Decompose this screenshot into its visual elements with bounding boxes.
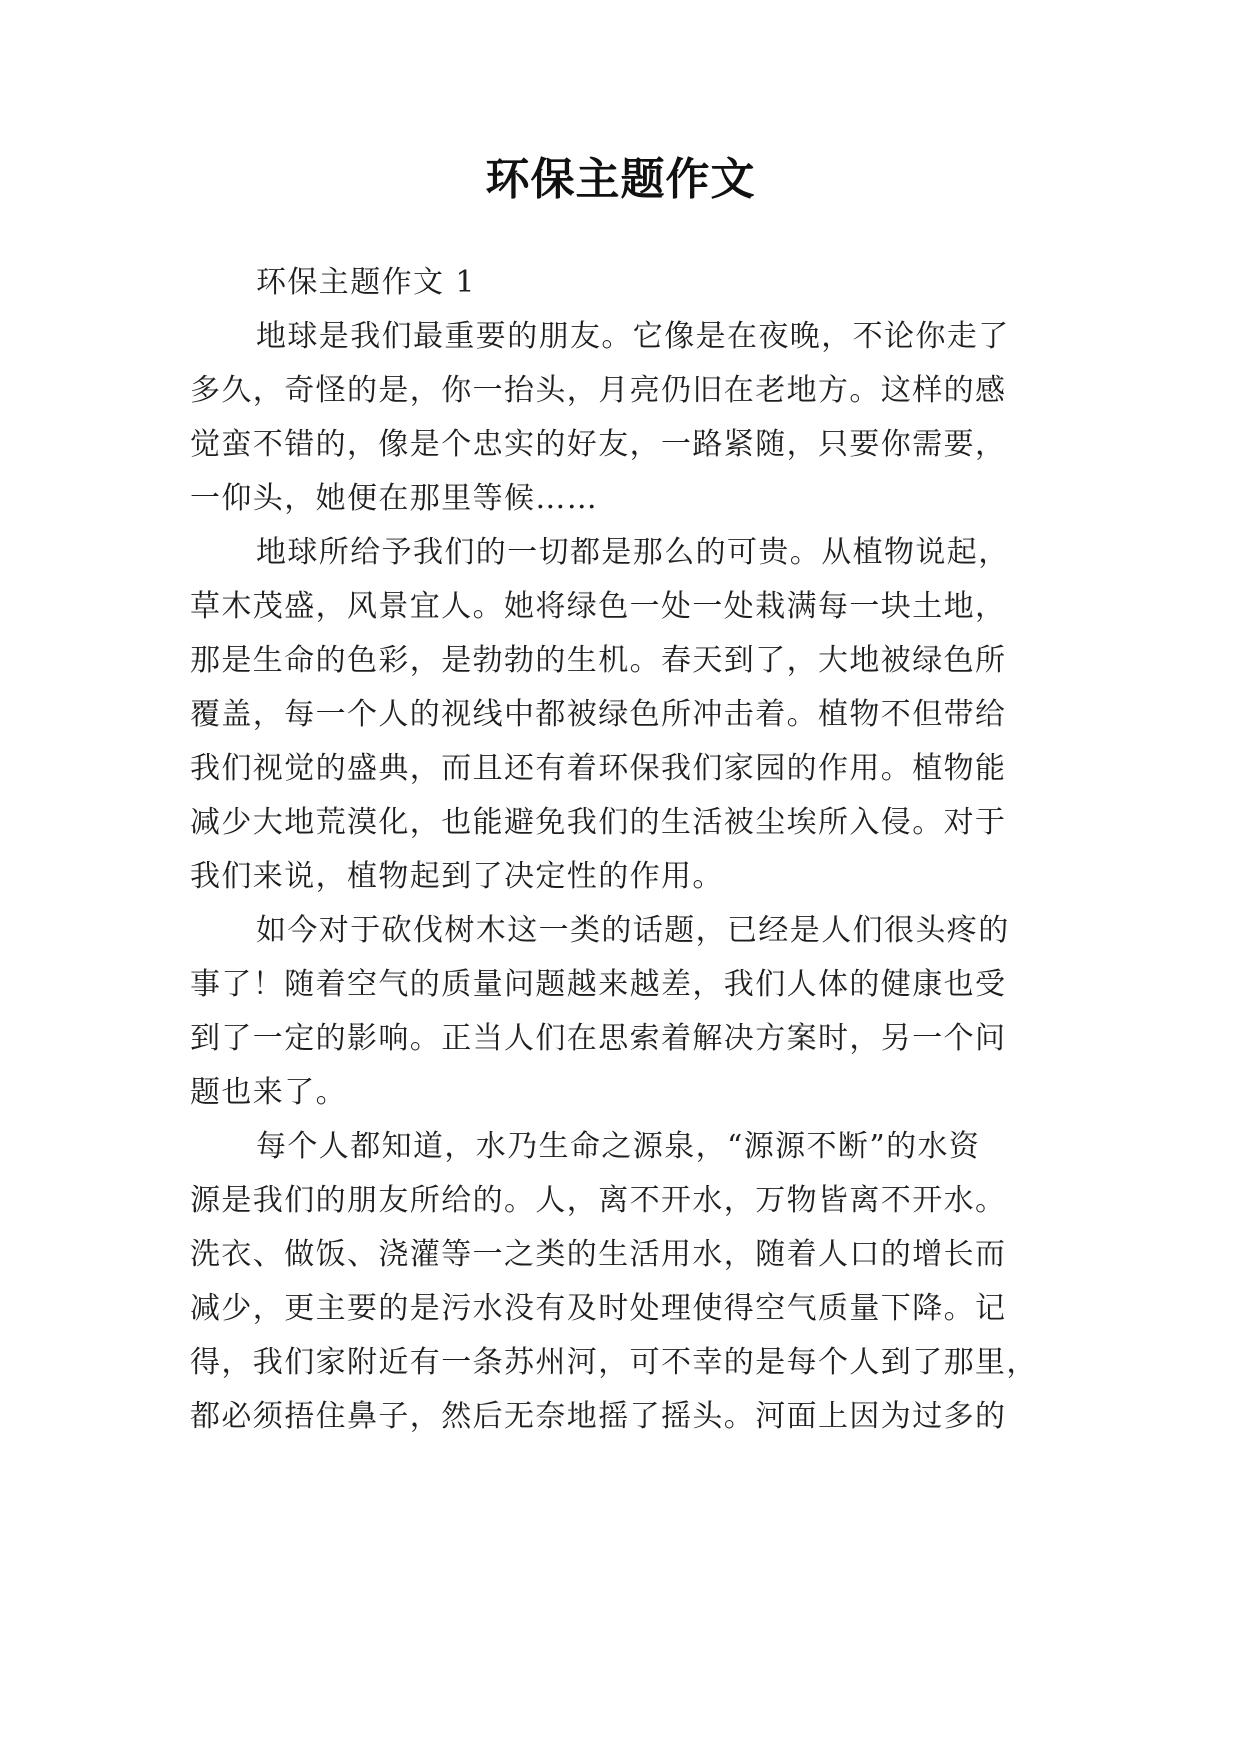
document-title: 环保主题作文 bbox=[485, 154, 756, 205]
body-line: 得，我们家附近有一条苏州河，可不幸的是每个人到了那里， bbox=[190, 1345, 1038, 1380]
body-line: 觉蛮不错的，像是个忠实的好友，一路紧随，只要你需要， bbox=[190, 427, 1007, 462]
body-line: 源是我们的朋友所给的。人，离不开水，万物皆离不开水。 bbox=[190, 1183, 1007, 1218]
body-line: 如今对于砍伐树木这一类的话题，已经是人们很头疼的 bbox=[256, 913, 1010, 948]
body-line: 我们视觉的盛典，而且还有着环保我们家园的作用。植物能 bbox=[190, 751, 1007, 786]
body-line: 减少大地荒漠化，也能避免我们的生活被尘埃所入侵。对于 bbox=[190, 805, 1007, 840]
body-line: 地球所给予我们的一切都是那么的可贵。从植物说起， bbox=[256, 535, 1010, 570]
body-line: 题也来了。 bbox=[190, 1075, 347, 1110]
body-line: 那是生命的色彩，是勃勃的生机。春天到了，大地被绿色所 bbox=[190, 643, 1007, 678]
body-line: 一仰头，她便在那里等候…… bbox=[190, 481, 599, 516]
body-line: 到了一定的影响。正当人们在思索着解决方案时，另一个问 bbox=[190, 1021, 1007, 1056]
body-line: 地球是我们最重要的朋友。它像是在夜晚，不论你走了 bbox=[256, 319, 1010, 354]
body-line: 事了！随着空气的质量问题越来越差，我们人体的健康也受 bbox=[190, 967, 1007, 1002]
body-line: 都必须捂住鼻子，然后无奈地摇了摇头。河面上因为过多的 bbox=[190, 1399, 1007, 1434]
body-line: 草木茂盛，风景宜人。她将绿色一处一处栽满每一块土地， bbox=[190, 589, 1007, 624]
body-line: 覆盖，每一个人的视线中都被绿色所冲击着。植物不但带给 bbox=[190, 697, 1007, 732]
body-line: 洗衣、做饭、浇灌等一之类的生活用水，随着人口的增长而 bbox=[190, 1237, 1007, 1272]
body-line: 每个人都知道，水乃生命之源泉，“源源不断”的水资 bbox=[256, 1129, 981, 1164]
section-heading: 环保主题作文 1 bbox=[256, 265, 476, 300]
body-line: 多久，奇怪的是，你一抬头，月亮仍旧在老地方。这样的感 bbox=[190, 373, 1007, 408]
body-line: 减少，更主要的是污水没有及时处理使得空气质量下降。记 bbox=[190, 1291, 1007, 1326]
body-line: 我们来说，植物起到了决定性的作用。 bbox=[190, 859, 724, 894]
